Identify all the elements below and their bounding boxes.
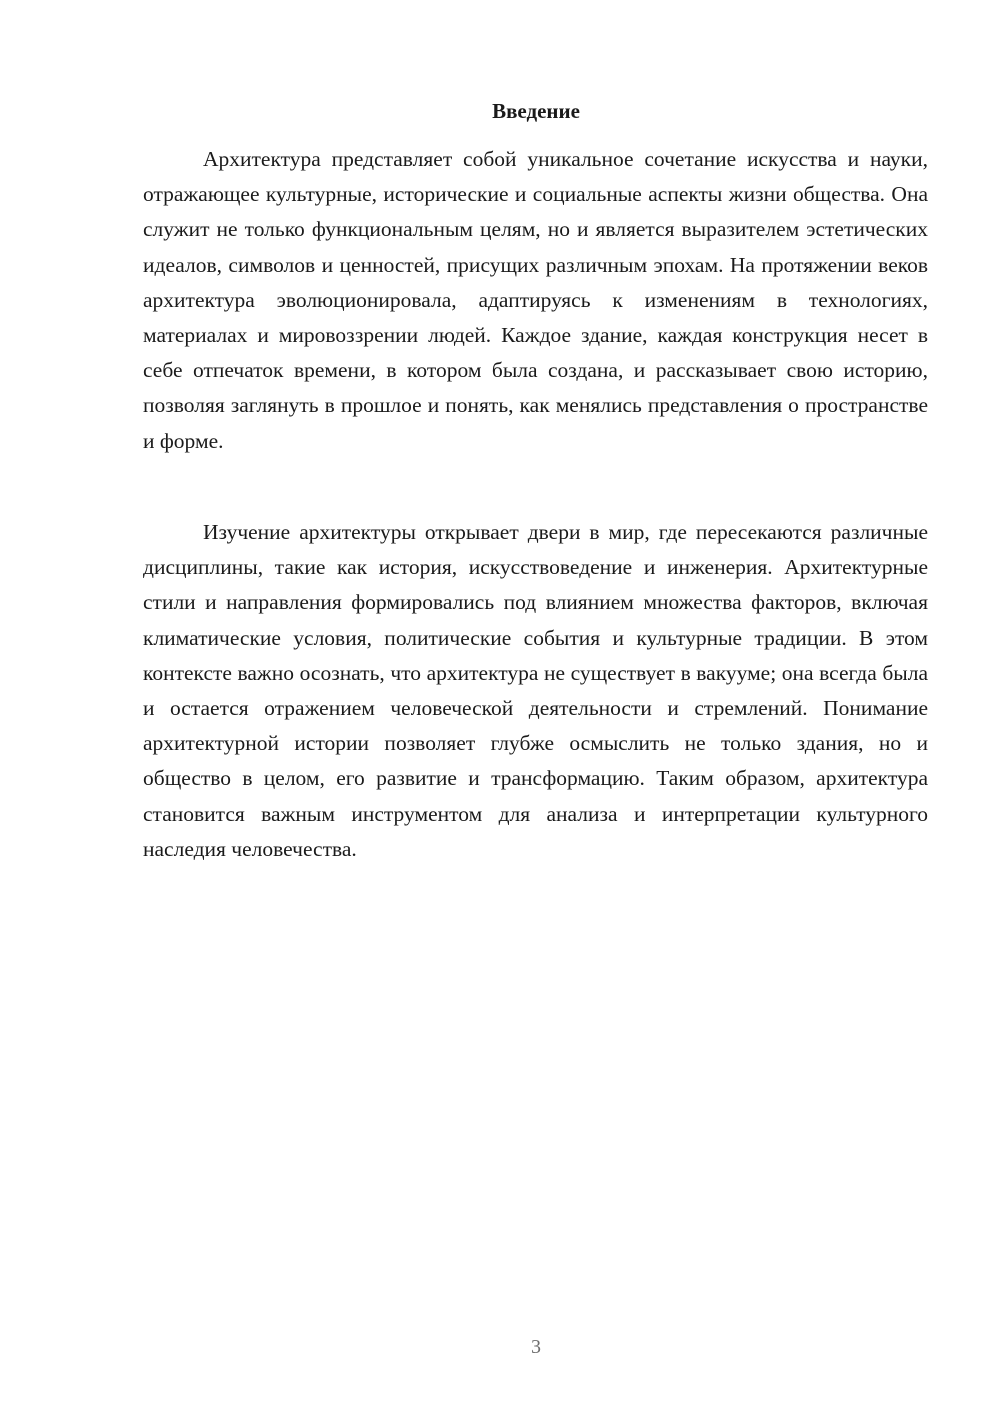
paragraph-study: Изучение архитектуры открывает двери в мир, где пересекаются различные дисциплины, такие как история, искусствоведение и инженерия. Архитектурные стили и направления формировались под влиянием множества факторов, включая климатические условия, политические события и культурные традиции. В этом контексте важно осознать, что архитектура не существует в вакууме; она всегда была и остается отражением человеческой деятельности и стремлений. Понимание архитектурной истории позволяет глубже осмыслить не только здания, но и общество в целом, его развитие и трансформацию. Таким образом, архитектура становится важным инструментом для анализа и интерпретации культурного наследия человечества. <box>143 520 928 861</box>
page-number: 3 <box>531 1336 541 1358</box>
section-title: Введение <box>492 99 580 123</box>
paragraph-intro: Архитектура представляет собой уникальное сочетание искусства и науки, отражающее культурные, исторические и социальные аспекты жизни общества. Она служит не только функциональным целям, но и является выразителем эстетических идеалов, символов и ценностей, присущих различным эпохам. На протяжении веков архитектура эволюционировала, адаптируясь к изменениям в технологиях, материалах и мировоззрении людей. Каждое здание, каждая конструкция несет в себе отпечаток времени, в котором была создана, и рассказывает свою историю, позволяя заглянуть в прошлое и понять, как менялись представления о пространстве и форме. <box>143 147 928 453</box>
